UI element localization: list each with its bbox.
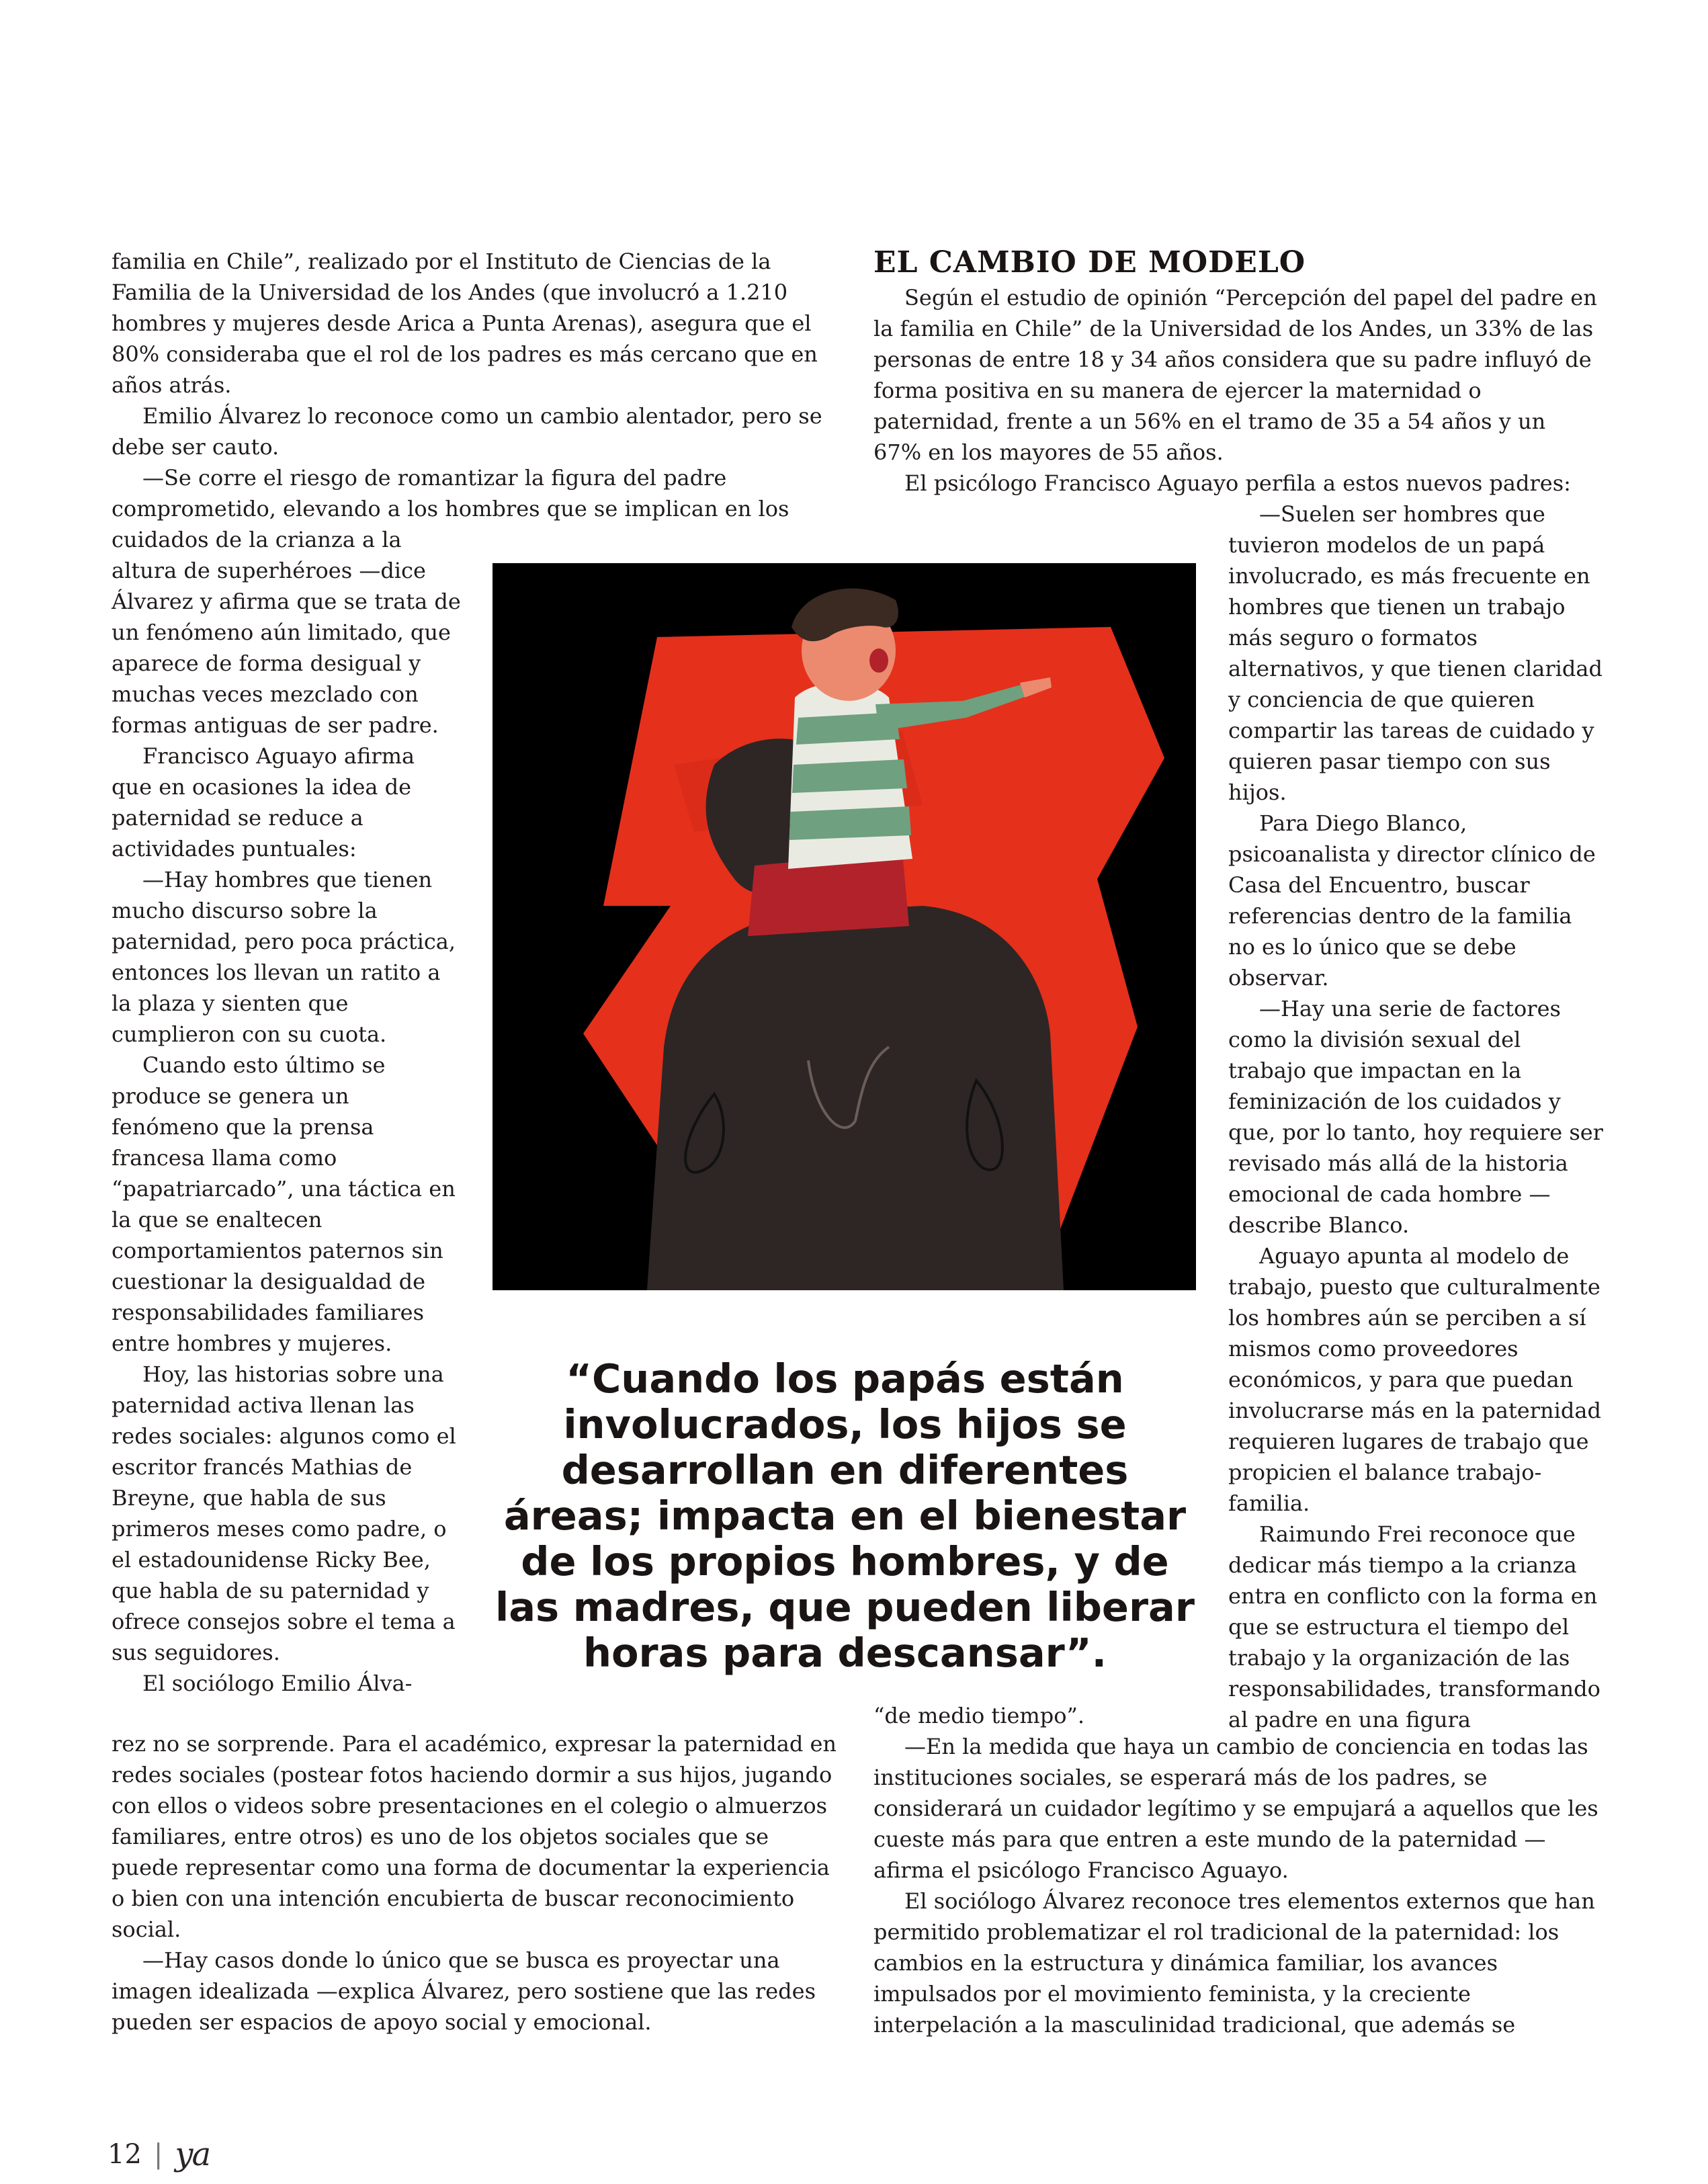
right-column-narrow — [1228, 499, 1605, 1735]
paragraph: —Suelen ser hombres que tuvieron modelos de un papá involucrado, es más frecuente en hombres que tienen un trabajo más seguro o formatos alternativos, y que tienen claridad y conciencia de que quieren compartir las tareas de cuidado y quieren pasar tiempo con sus hijos. — [1228, 501, 1603, 805]
left-column-narrow — [112, 524, 461, 1699]
paragraph: familia en Chile”, realizado por el Instituto de Ciencias de la Familia de la Universidad de los Andes (que involucró a 1.210 hombres y mujeres desde Arica a Punta Arenas), asegura que el 80% consideraba que el rol de los padres es más cercano que en años atrás. — [112, 249, 818, 398]
magazine-logo: ya — [175, 2136, 210, 2173]
paragraph: “de medio tiempo”. — [873, 1703, 1085, 1728]
section-heading: EL CAMBIO DE MODELO — [873, 245, 1306, 280]
pull-quote: “Cuando los papás están involucrados, los hijos se desarrollan en diferentes áreas; impacta en el bienestar de los propios hombres, y de las madres, que pueden liberar horas para descansar”. — [495, 1355, 1195, 1676]
paragraph: Para Diego Blanco, psicoanalista y director clínico de Casa del Encuentro, buscar referencias dentro de la familia no es lo único que se debe observar. — [1228, 810, 1596, 991]
paragraph: —Se corre el riesgo de romantizar la figura del padre comprometido, elevando a los hombres que se implican en los — [112, 465, 789, 521]
paragraph: —En la medida que haya un cambio de conciencia en todas las instituciones sociales, se esperará más de los padres, se considerará un cuidador legítimo y se empujará a aquellos que les cueste más para que entren a este mundo de la paternidad —afirma el psicólogo Francisco Aguayo. — [873, 1734, 1598, 1883]
paragraph: cuidados de la crianza a la altura de superhéroes —dice Álvarez y afirma que se trata de un fenómeno aún limitado, que aparece de forma desigual y muchas veces mezclado con formas antiguas de ser padre. — [112, 527, 461, 738]
footer-separator: | — [153, 2139, 163, 2170]
page-number: 12 — [108, 2139, 142, 2170]
paragraph: Aguayo apunta al modelo de trabajo, puesto que culturalmente los hombres aún se perciben a sí mismos como proveedores económicos, y para que puedan involucrarse más en la paternidad requieren lugares de trabajo que propicien el balance trabajo-familia. — [1228, 1243, 1601, 1516]
paragraph: El sociólogo Álvarez reconoce tres elementos externos que han permitido problematizar el rol tradicional de la paternidad: los cambios en la estructura y dinámica familiar, los avances impulsados por el movimiento feminista, y la creciente interpelación a la masculinidad tradicional, que además se — [873, 1888, 1595, 2038]
paragraph: Según el estudio de opinión “Percepción del papel del padre en la familia en Chile” de la Universidad de los Andes, un 33% de las personas de entre 18 y 34 años considera que su padre influyó de forma positiva en su manera de ejercer la maternidad o paternidad, frente a un 56% en el tramo de 35 a 54 años y un 67% en los mayores de 55 años. — [873, 285, 1597, 465]
paragraph: —Hay hombres que tienen mucho discurso sobre la paternidad, pero poca práctica, entonces los llevan un ratito a la plaza y sienten que cumplieron con su cuota. — [112, 867, 456, 1047]
left-column-top — [112, 246, 837, 524]
father-child-shoulders-illustration — [493, 563, 1196, 1290]
paragraph: El psicólogo Francisco Aguayo perfila a estos nuevos padres: — [904, 470, 1571, 496]
paragraph: —Hay casos donde lo único que se busca es proyectar una imagen idealizada —explica Álvarez, pero sostiene que las redes pueden ser espacios de apoyo social y emocional. — [112, 1947, 816, 2035]
paragraph: rez no se sorprende. Para el académico, expresar la paternidad en redes sociales (postear fotos haciendo dormir a sus hijos, jugando con ellos o videos sobre presentaciones en el colegio o almuerzos familiares, entre otros) es uno de los objetos sociales que se puede representar como una forma de documentar la experiencia o bien con una intención encubierta de buscar reconocimiento social. — [112, 1731, 837, 1942]
paragraph: Cuando esto último se produce se genera un fenómeno que la prensa francesa llama como “papatriarcado”, una táctica en la que se enaltecen comportamientos paternos sin cuestionar la desigualdad de responsabilidades familiares entre hombres y mujeres. — [112, 1052, 456, 1356]
paragraph: Emilio Álvarez lo reconoce como un cambio alentador, pero se debe ser cauto. — [112, 403, 822, 460]
paragraph: El sociólogo Emilio Álva- — [142, 1671, 413, 1696]
paragraph: —Hay una serie de factores como la división sexual del trabajo que impactan en la feminización de los cuidados y que, por lo tanto, hoy requiere ser revisado más allá de la historia emocional de cada hombre —describe Blanco. — [1228, 996, 1603, 1238]
paragraph: Raimundo Frei reconoce que dedicar más tiempo a la crianza entra en conflicto con la forma en que se estructura el tiempo del trabajo y la organización de las responsabilidades, transformando al padre en una figura — [1228, 1521, 1600, 1732]
right-column-bottom — [873, 1700, 1599, 2040]
left-column-bottom — [112, 1728, 837, 2038]
right-column-top — [873, 246, 1599, 499]
paragraph: Francisco Aguayo afirma que en ocasiones la idea de paternidad se reduce a actividades puntuales: — [112, 743, 415, 862]
illustration — [493, 563, 1196, 1290]
page-footer — [108, 2136, 210, 2173]
paragraph: Hoy, las historias sobre una paternidad activa llenan las redes sociales: algunos como el escritor francés Mathias de Breyne, que habla de sus primeros meses como padre, o el estadounidense Ricky Bee, que habla de su paternidad y ofrece consejos sobre el tema a sus seguidores. — [112, 1361, 456, 1665]
